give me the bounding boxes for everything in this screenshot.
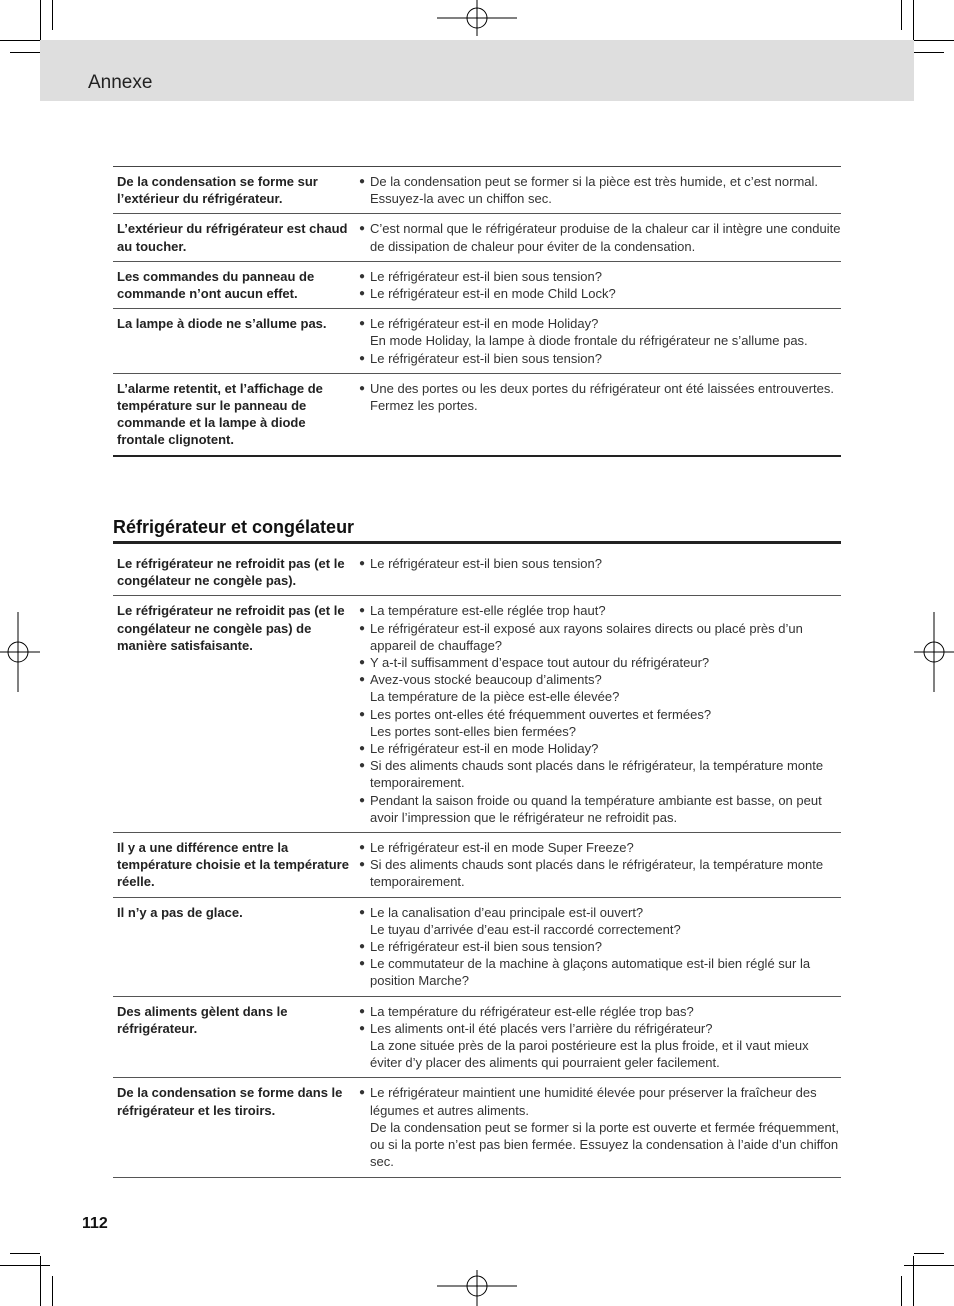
symptom: Les commandes du panneau de commande n’ont aucun effet.	[117, 268, 315, 302]
crop-mark	[10, 1253, 40, 1254]
remedy-text: La température est-elle réglée trop haut?	[370, 603, 606, 619]
crop-mark	[52, 1276, 53, 1306]
page-title: Annexe	[88, 72, 153, 93]
remedy-item	[359, 839, 841, 856]
crop-mark	[0, 1265, 50, 1266]
remedy-continuation: En mode Holiday, la lampe à diode frontale du réfrigérateur ne s’allume pas.	[370, 333, 808, 349]
remedy-text: Le réfrigérateur est-il en mode Holiday?	[370, 741, 599, 757]
remedy-text: Le réfrigérateur est-il bien sous tension?	[370, 350, 602, 366]
remedy-text: Le réfrigérateur est-il exposé aux rayons solaires directs ou placé près d’un appareil de chauffage?	[370, 620, 803, 653]
remedy-text: Le réfrigérateur est-il en mode Child Lock?	[370, 286, 616, 302]
remedy-text: Y a-t-il suffisamment d’espace tout autour du réfrigérateur?	[370, 655, 710, 671]
remedy-list	[353, 268, 841, 302]
bullet-icon: ●	[359, 906, 366, 918]
remedy-text: Le réfrigérateur maintient une humidité élevée pour préserver la fraîcheur des légumes et autres aliments.	[370, 1085, 817, 1118]
remedy-text: Le commutateur de la machine à glaçons automatique est-il bien réglé sur la position Marche?	[370, 956, 811, 989]
remedy-text: Le la canalisation d’eau principale est-il ouvert?	[370, 904, 644, 920]
crop-mark	[10, 52, 40, 53]
remedy-text: C’est normal que le réfrigérateur produise de la chaleur car il intègre une conduite de dissipation de chaleur pour éviter de la condensation.	[370, 221, 841, 254]
remedy-item	[359, 1020, 841, 1037]
remedy-list	[353, 904, 841, 990]
crop-mark	[40, 1256, 41, 1306]
remedy-text: De la condensation peut se former si la pièce est très humide, et c’est normal. Essuyez-la avec un chiffon sec.	[370, 174, 818, 207]
remedy-text: Le réfrigérateur est-il en mode Super Freeze?	[370, 840, 634, 856]
bullet-icon: ●	[359, 958, 366, 970]
bullet-icon: ●	[359, 743, 366, 755]
remedy-list	[353, 555, 841, 589]
remedy-text: Avez-vous stocké beaucoup d’aliments?	[370, 672, 602, 688]
bullet-icon: ●	[359, 270, 366, 282]
bullet-icon: ●	[359, 352, 366, 364]
remedy-text: La température du réfrigérateur est-elle réglée trop bas?	[370, 1003, 694, 1019]
remedy-item	[359, 938, 841, 955]
symptom: Le réfrigérateur ne refroidit pas (et le congélateur ne congèle pas).	[117, 556, 345, 589]
crop-mark	[901, 0, 902, 30]
remedy-text: Si des aliments chauds sont placés dans le réfrigérateur, la température monte temporairement.	[370, 857, 824, 890]
bullet-icon: ●	[359, 708, 366, 720]
remedy-item	[359, 220, 841, 254]
remedy-text: Les aliments ont-il été placés vers l’arrière du réfrigérateur?	[370, 1020, 713, 1036]
header-bar	[40, 40, 914, 101]
table-row	[113, 374, 841, 457]
remedy-item	[359, 904, 841, 921]
remedy-item	[359, 173, 841, 207]
registration-mark-right	[914, 612, 954, 692]
symptom: Le réfrigérateur ne refroidit pas (et le congélateur ne congèle pas) de manière satisfaisante.	[117, 603, 345, 653]
remedy-list	[353, 602, 841, 826]
symptom: De la condensation se forme dans le réfrigérateur et les tiroirs.	[117, 1085, 343, 1118]
symptom: La lampe à diode ne s’allume pas.	[117, 316, 327, 332]
remedy-text: Si des aliments chauds sont placés dans le réfrigérateur, la température monte temporairement.	[370, 758, 824, 791]
bullet-icon: ●	[359, 760, 366, 772]
remedy-list	[353, 380, 841, 449]
remedy-text: Le réfrigérateur est-il en mode Holiday?	[370, 316, 599, 332]
symptom: Il y a une différence entre la température choisie et la température réelle.	[117, 840, 349, 890]
symptom: Il n’y a pas de glace.	[117, 904, 243, 920]
troubleshooting-table	[113, 166, 841, 457]
bullet-icon: ●	[359, 176, 366, 187]
remedy-item	[359, 602, 841, 619]
troubleshooting-table	[113, 549, 841, 1178]
remedy-text: Une des portes ou les deux portes du réfrigérateur ont été laissées entrouvertes. Fermez les portes.	[370, 380, 834, 414]
remedy-item	[359, 1084, 841, 1118]
table-row	[113, 309, 841, 374]
crop-mark	[913, 1256, 914, 1306]
table-row	[113, 596, 841, 833]
bullet-icon: ●	[359, 318, 366, 330]
remedy-list	[353, 839, 841, 891]
crop-mark	[904, 1265, 954, 1266]
table-row	[113, 833, 841, 898]
remedy-item	[359, 315, 841, 332]
remedy-item	[359, 350, 841, 367]
symptom: L’alarme retentit, et l’affichage de température sur le panneau de commande et la lampe à diode frontale clignotent.	[117, 380, 323, 448]
section-title: Réfrigérateur et congélateur	[113, 517, 841, 544]
table-row	[113, 1078, 841, 1177]
remedy-item	[359, 268, 841, 285]
remedy-item	[359, 792, 841, 826]
remedy-item	[359, 1003, 841, 1020]
bullet-icon: ●	[359, 674, 366, 686]
bullet-icon: ●	[359, 859, 366, 871]
table-row	[113, 898, 841, 997]
bullet-icon: ●	[359, 1005, 366, 1017]
remedy-continuation: La zone située près de la paroi postérieure est la plus froide, et il vaut mieux éviter d’y placer des aliments qui pourraient geler facilement.	[370, 1038, 809, 1071]
bullet-icon: ●	[359, 605, 366, 617]
remedy-item	[359, 955, 841, 989]
crop-mark	[901, 1276, 902, 1306]
table-row	[113, 997, 841, 1079]
remedy-list	[353, 315, 841, 367]
remedy-item	[359, 757, 841, 791]
remedy-item	[359, 620, 841, 654]
remedy-list	[353, 220, 841, 254]
remedy-continuation: De la condensation peut se former si la porte est ouverte et fermée fréquemment, ou si la porte n’est pas bien fermée. Essuyez la condensation à l’aide d’un chiffon sec.	[370, 1119, 839, 1170]
remedy-list	[353, 173, 841, 207]
bullet-icon: ●	[359, 941, 366, 953]
bullet-icon: ●	[359, 1087, 366, 1099]
remedy-text: Le réfrigérateur est-il bien sous tension?	[370, 556, 602, 571]
remedy-text: Les portes ont-elles été fréquemment ouvertes et fermées?	[370, 706, 712, 722]
table-row	[113, 549, 841, 596]
remedy-list	[353, 1084, 841, 1170]
page-number: 112	[82, 1215, 108, 1232]
remedy-item	[359, 671, 841, 688]
remedy-continuation: La température de la pièce est-elle élevée?	[370, 689, 620, 705]
remedy-item	[359, 654, 841, 671]
remedy-item	[359, 380, 841, 414]
remedy-text: Le réfrigérateur est-il bien sous tension?	[370, 268, 602, 284]
bullet-icon: ●	[359, 794, 366, 806]
crop-mark	[52, 0, 53, 30]
symptom: L’extérieur du réfrigérateur est chaud au toucher.	[117, 221, 348, 254]
remedy-item	[359, 706, 841, 723]
crop-mark	[914, 1253, 944, 1254]
crop-mark	[914, 52, 944, 53]
bullet-icon: ●	[359, 288, 366, 300]
bullet-icon: ●	[359, 382, 366, 394]
table-row	[113, 167, 841, 214]
registration-mark-bottom	[437, 1266, 517, 1306]
remedy-item	[359, 555, 841, 572]
remedy-item	[359, 856, 841, 890]
bullet-icon: ●	[359, 622, 366, 634]
remedy-list	[353, 1003, 841, 1072]
table-row	[113, 262, 841, 309]
bullet-icon: ●	[359, 558, 366, 569]
symptom: Des aliments gèlent dans le réfrigérateur.	[117, 1003, 288, 1036]
symptom: De la condensation se forme sur l’extérieur du réfrigérateur.	[117, 174, 318, 207]
registration-mark-top	[437, 0, 517, 40]
bullet-icon: ●	[359, 657, 366, 669]
remedy-item	[359, 740, 841, 757]
remedy-continuation: Les portes sont-elles bien fermées?	[370, 723, 576, 739]
remedy-text: Le réfrigérateur est-il bien sous tension?	[370, 939, 602, 955]
bullet-icon: ●	[359, 1022, 366, 1034]
remedy-item	[359, 285, 841, 302]
bullet-icon: ●	[359, 842, 366, 854]
remedy-text: Pendant la saison froide ou quand la température ambiante est basse, on peut avoir l’impression que le réfrigérateur ne refroidit pas.	[370, 792, 822, 825]
table-row	[113, 214, 841, 261]
registration-mark-left	[0, 612, 40, 692]
remedy-continuation: Le tuyau d’arrivée d’eau est-il raccordé correctement?	[370, 921, 681, 937]
bullet-icon: ●	[359, 223, 366, 235]
